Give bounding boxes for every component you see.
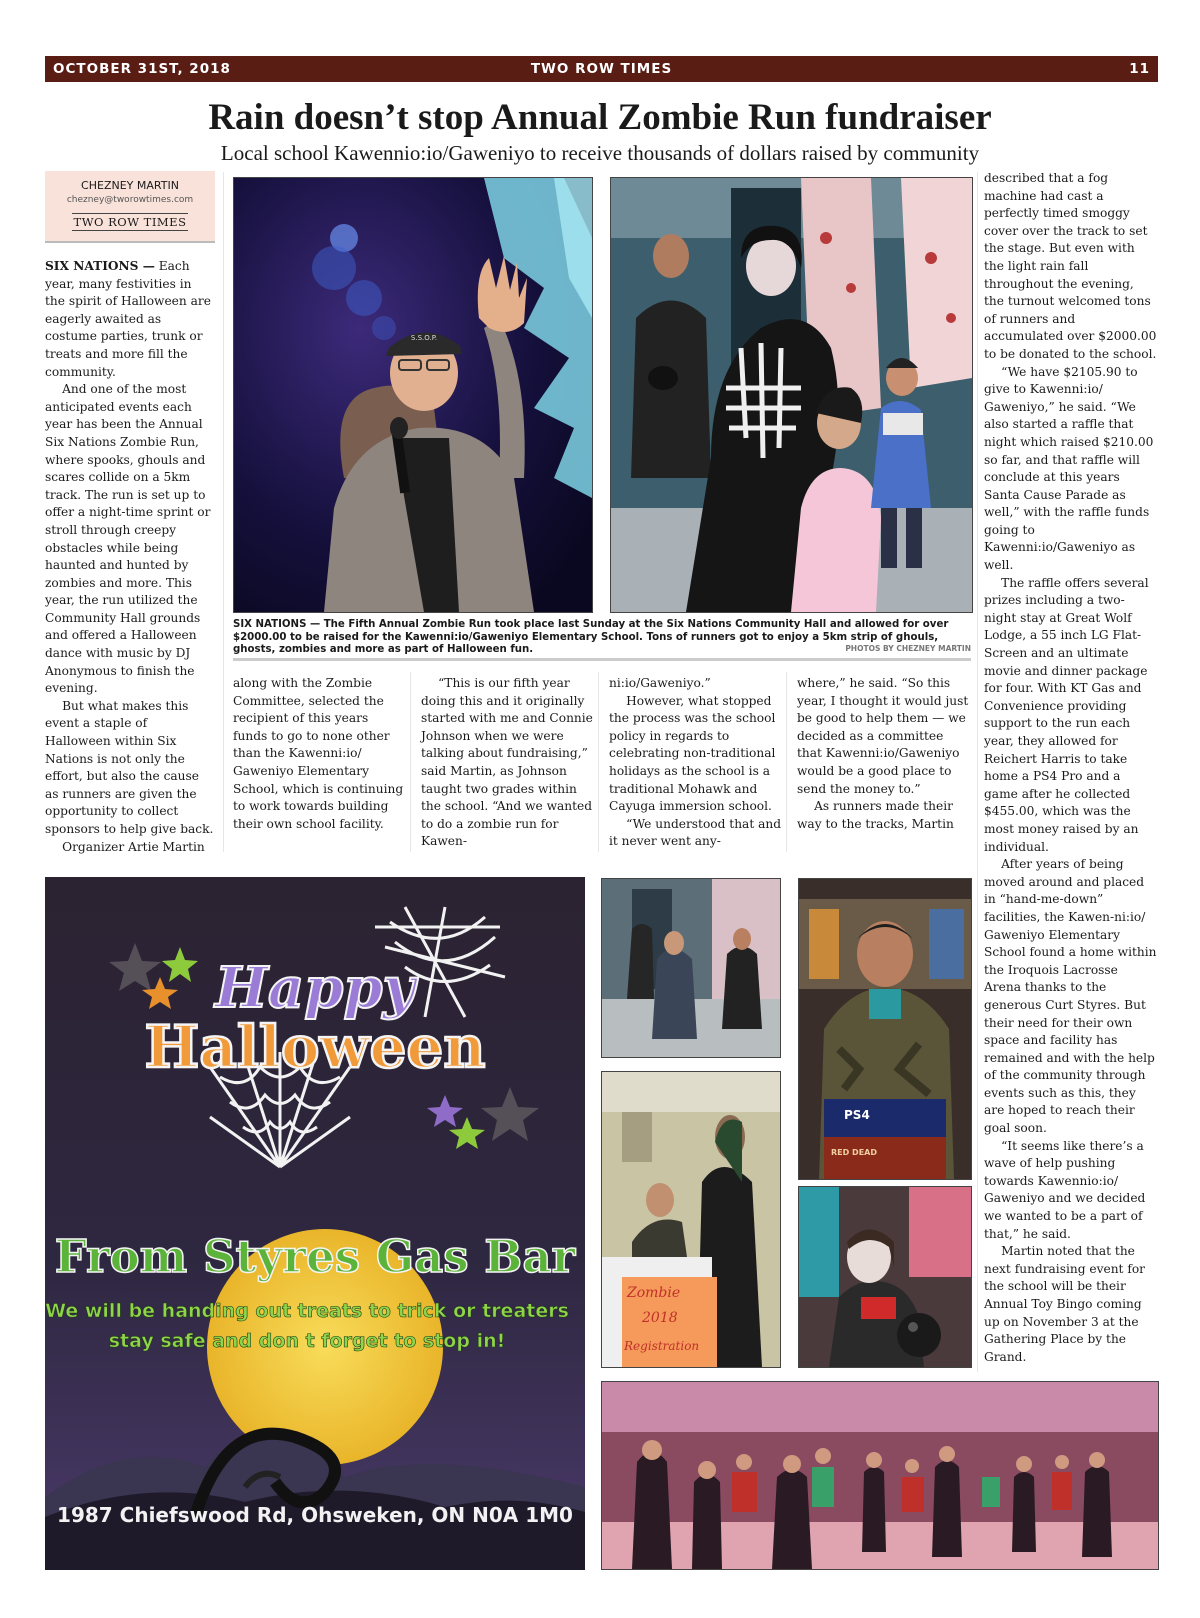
issue-date: OCTOBER 31ST, 2018	[53, 61, 231, 77]
photo-registration-table	[601, 1071, 781, 1368]
ad-sponsor-text: From Styres Gas Bar	[54, 1230, 576, 1283]
article-column-2	[233, 675, 405, 833]
article-column-6	[984, 170, 1157, 1366]
photo-costumed-walkers	[610, 177, 973, 613]
paragraph: Martin noted that the next fundraising event for the school will be their Annual Toy Bingo coming up on November 3 at the Gathering Place by the Grand.	[984, 1244, 1145, 1364]
byline-box	[45, 171, 215, 243]
paragraph: SIX NATIONS — Each year, many festivities in the spirit of Halloween are eagerly awaited as costume parties, trunk or treats and more fill the community.	[45, 259, 211, 379]
paragraph: “This is our fifth year doing this and it originally started with me and Connie Johnson when we were talking about fundraising,” said Martin, as Johnson taught two grades within the school. “And we wanted to do a zombie run for Kawen-	[421, 676, 593, 849]
photo-runners-hallway	[601, 878, 781, 1058]
paragraph: “We understood that and it never went any-	[609, 816, 782, 849]
caption-text: The Fifth Annual Zombie Run took place last Sunday at the Six Nations Community Hall and allowed for over $2000.00 to be raised for the Kawenni:io/Gaweniyo Elementary School. Tons of runners got to enjoy a 5km strip of ghouls, ghosts, zombies and more as part of Halloween fun.	[233, 619, 949, 655]
author-name: CHEZNEY MARTIN	[81, 179, 179, 192]
ad-halloween-text: Halloween	[144, 1013, 486, 1081]
page-number: 11	[1129, 61, 1150, 77]
column-rule	[598, 672, 599, 852]
column-rule	[410, 672, 411, 852]
halloween-advertisement	[45, 877, 585, 1570]
paragraph: where,” he said. “So this year, I thought it would just be good to help them — we decided as a committee that Kawenni:io/Gaweniyo would be a good place to send the money to.”	[797, 676, 969, 796]
photo-girl-face-paint	[798, 1186, 972, 1368]
author-email[interactable]: chezney@tworowtimes.com	[66, 195, 194, 205]
paragraph: And one of the most anticipated events each year has been the Annual Six Nations Zombie Run, where spooks, ghouls and scares collide on a 5km track. The run is set up to offer a night-time sprint or stroll through creepy obstacles while being haunted and hunted by zombies and more. This year, the run utilized the Community Hall grounds and offered a Halloween dance with music by DJ Anonymous to finish the evening.	[45, 382, 211, 696]
column-rule	[223, 172, 224, 852]
cap-text: S.S.O.P.	[410, 334, 438, 342]
paragraph: But what makes this event a staple of Halloween within Six Nations is not only the effort, but also the cause as runners are given the opportunity to collect sponsors to help give back.	[45, 698, 214, 836]
paragraph: However, what stopped the process was the school policy in regards to celebrating non-traditional holidays as the school is a traditional Mohawk and Cayuga immersion school.	[609, 693, 776, 814]
article-column-5	[797, 675, 971, 833]
paragraph: described that a fog machine had cast a perfectly timed smoggy cover over the track to set the stage. But even with the light rain fall throughout the evening, the turnout welcomed tons of runners and accumulated over $2000.00 to be donated to the school.	[984, 171, 1157, 361]
ad-address: 1987 Chiefswood Rd, Ohsweken, ON N0A 1M0	[57, 1503, 573, 1527]
column-rule	[977, 172, 978, 1372]
paragraph: “It seems like there’s a wave of help pushing towards Kawennio:io/ Gaweniyo and we decided we wanted to be a part of that,” he said.	[984, 1138, 1146, 1241]
ad-tagline-2: stay safe and don t forget to stop in!	[108, 1330, 506, 1352]
ad-happy-text: Happy	[214, 955, 416, 1021]
caption-rule	[233, 658, 971, 661]
publication-name: TWO ROW TIMES	[530, 61, 673, 77]
page-header-bar	[45, 56, 1158, 82]
sign-line-1: Zombie	[627, 1285, 681, 1301]
photo-halloween-dance	[601, 1381, 1159, 1570]
column-rule	[786, 672, 787, 852]
article-column-1	[45, 258, 215, 856]
sign-line-2: 2018	[642, 1310, 678, 1326]
paragraph: ni:io/Gaweniyo.”	[609, 676, 711, 690]
paragraph: “We have $2105.90 to give to Kawenni:io/ Gaweniyo,” he said. “We also started a raffle that night which raised $210.00 so far, and that raffle will conclude at this years Santa Cause Parade as well,” with the raffle funds going to Kawenni:io/Gaweniyo as well.	[984, 364, 1154, 573]
publication-logo: TWO ROW TIMES	[73, 215, 187, 229]
paragraph: Organizer Artie Martin	[62, 839, 205, 854]
game-box-text: RED DEAD	[831, 1148, 877, 1157]
photo-credit: PHOTOS BY CHEZNEY MARTIN	[845, 644, 971, 653]
article-column-3	[421, 675, 593, 851]
paragraph: The raffle offers several prizes including a two-night stay at Great Wolf Lodge, a 55 inch LG Flat-Screen and an ultimate movie and dinner package for four. With KT Gas and Convenience providing support to the run each year, they allowed for Reichert Harris to take home a PS4 Pro and a game after he collected $455.00, which was the most money raised by an individual.	[984, 575, 1149, 854]
article-subheadline: Local school Kawennio:io/Gaweniyo to receive thousands of dollars raised by community	[220, 141, 980, 165]
paragraph: along with the Zombie Committee, selected the recipient of this years funds to go to none other than the Kawenni:io/ Gaweniyo Elementary School, which is continuing to work towards building their own school facility.	[233, 676, 404, 831]
dateline: SIX NATIONS —	[45, 259, 155, 273]
photo-speaker-on-stage	[233, 177, 593, 613]
ps4-box-text: PS4	[844, 1108, 870, 1122]
ad-tagline-1: We will be handing out treats to trick or treaters	[45, 1300, 569, 1322]
photo-boy-with-prize	[798, 878, 972, 1180]
paragraph: As runners made their way to the tracks, Martin	[797, 799, 954, 831]
article-headline: Rain doesn’t stop Annual Zombie Run fundraiser	[208, 97, 992, 138]
article-column-4	[609, 675, 781, 851]
sign-line-3: Registration	[624, 1339, 700, 1353]
paragraph: After years of being moved around and placed in “hand-me-down” facilities, the Kawen-ni:io/ Gaweniyo Elementary School found a home within the Iroquois Lacrosse Arena thanks to the generous Curt Styres. But their need for their own space and facility has remained and with the help of the community through events such as this, they are hoped to reach their goal soon.	[984, 857, 1157, 1136]
caption-lead: SIX NATIONS —	[233, 619, 321, 630]
